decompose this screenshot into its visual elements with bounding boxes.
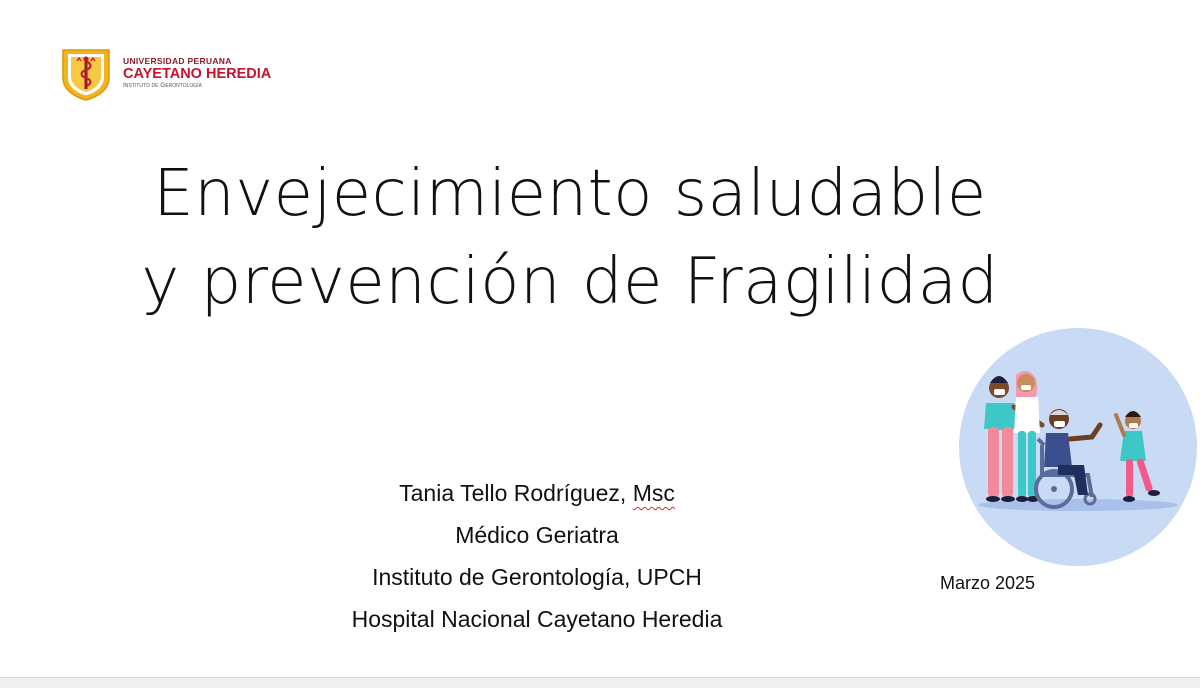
author-hospital: Hospital Nacional Cayetano Heredia (351, 606, 723, 632)
title-line-1: Envejecimiento saludable (153, 157, 987, 231)
presentation-date: Marzo 2025 (940, 573, 1036, 593)
logo-institute-label: Instituto de Gerontología (123, 82, 202, 89)
university-seal-icon (57, 44, 115, 102)
bottom-scroll-strip (0, 677, 1200, 688)
author-name: Tania Tello Rodríguez, (399, 480, 633, 506)
logo-university-label: UNIVERSIDAD PERUANA (123, 56, 232, 66)
title-line-2: y prevención de Fragilidad (141, 245, 999, 319)
author-credential: Msc (632, 480, 675, 506)
family-with-elderly-in-wheelchair-illustration (958, 327, 1198, 567)
slide-title (100, 150, 1040, 326)
logo-university-name: CAYETANO HEREDIA (123, 65, 272, 82)
author-role: Médico Geriatra (455, 522, 619, 548)
university-logo (57, 44, 317, 104)
author-block (287, 472, 787, 640)
author-institute: Instituto de Gerontología, UPCH (372, 564, 702, 590)
author-name-line (287, 472, 787, 514)
